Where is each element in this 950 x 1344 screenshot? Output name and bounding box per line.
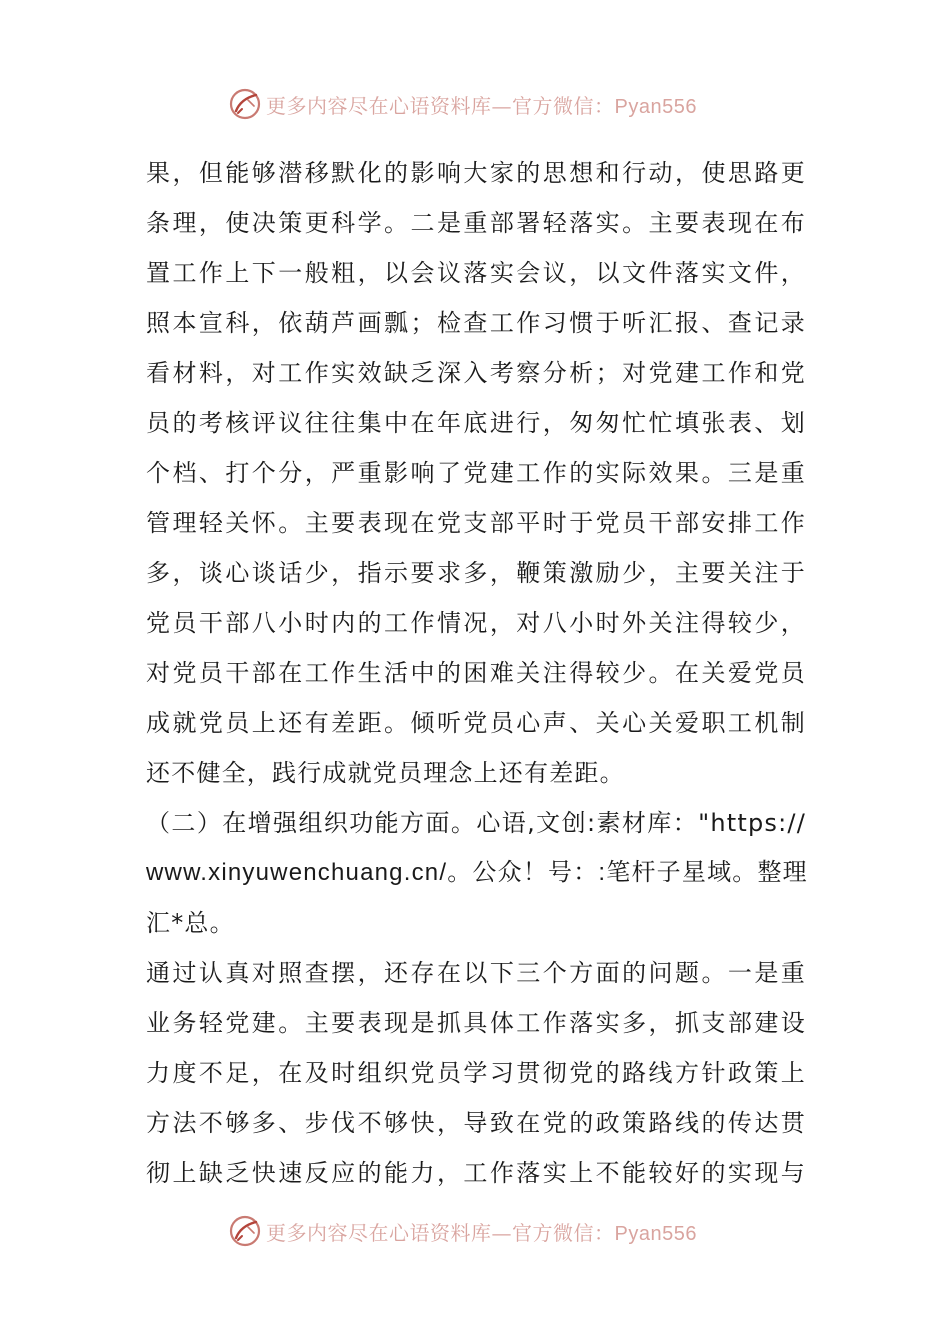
header-watermark-cn: 更多内容尽在心语资料库—官方微信： <box>266 93 615 118</box>
text-line: 通过认真对照查摆，还存在以下三个方面的问题。一是重 <box>146 959 806 987</box>
pen-swirl-logo-icon <box>228 1214 262 1248</box>
text-line: 照本宣科，依葫芦画瓢；检查工作习惯于听汇报、查记录 <box>146 309 806 337</box>
text-line: 力度不足，在及时组织党员学习贯彻党的路线方针政策上 <box>146 1059 806 1087</box>
text-line: 汇*总。 <box>146 909 235 937</box>
header-watermark-text <box>266 90 697 119</box>
text-line: 对党员干部在工作生活中的困难关注得较少。在关爱党员 <box>146 659 806 687</box>
text-line: 员的考核评议往往集中在年底进行，匆匆忙忙填张表、划 <box>146 409 806 437</box>
text-line: 条理，使决策更科学。二是重部署轻落实。主要表现在布 <box>146 209 806 237</box>
footer-watermark-id: Pyan556 <box>614 1222 697 1245</box>
header-watermark-id: Pyan556 <box>614 95 697 118</box>
text-line: 方法不够多、步伐不够快，导致在党的政策路线的传达贯 <box>146 1109 806 1137</box>
text-line: 党员干部八小时内的工作情况，对八小时外关注得较少， <box>146 609 806 637</box>
text-line: 业务轻党建。主要表现是抓具体工作落实多，抓支部建设 <box>146 1009 806 1037</box>
text-line: www.xinyuwenchuang.cn/。公众！号：:笔杆子星域。整理 <box>146 859 808 886</box>
footer-watermark-text <box>266 1217 697 1246</box>
text-line: 果，但能够潜移默化的影响大家的思想和行动，使思路更 <box>146 159 806 187</box>
section-heading-line: （二）在增强组织功能方面。心语,文创:素材库："https:// <box>146 809 806 837</box>
text-line: 多，谈心谈话少，指示要求多，鞭策激励少，主要关注于 <box>146 559 806 587</box>
text-line: 个档、打个分，严重影响了党建工作的实际效果。三是重 <box>146 459 806 487</box>
text-line: 还不健全，践行成就党员理念上还有差距。 <box>146 759 625 787</box>
body-text <box>146 148 806 1198</box>
text-line: 成就党员上还有差距。倾听党员心声、关心关爱职工机制 <box>146 709 806 737</box>
text-line: 看材料，对工作实效缺乏深入考察分析；对党建工作和党 <box>146 359 806 387</box>
text-line: 彻上缺乏快速反应的能力，工作落实上不能较好的实现与 <box>146 1159 806 1187</box>
text-line: 管理轻关怀。主要表现在党支部平时于党员干部安排工作 <box>146 509 806 537</box>
footer-watermark-cn: 更多内容尽在心语资料库—官方微信： <box>266 1220 615 1245</box>
footer-watermark <box>228 1211 788 1251</box>
text-line: 置工作上下一般粗，以会议落实会议，以文件落实文件， <box>146 259 806 287</box>
pen-swirl-logo-icon <box>228 87 262 121</box>
header-watermark <box>228 84 788 124</box>
